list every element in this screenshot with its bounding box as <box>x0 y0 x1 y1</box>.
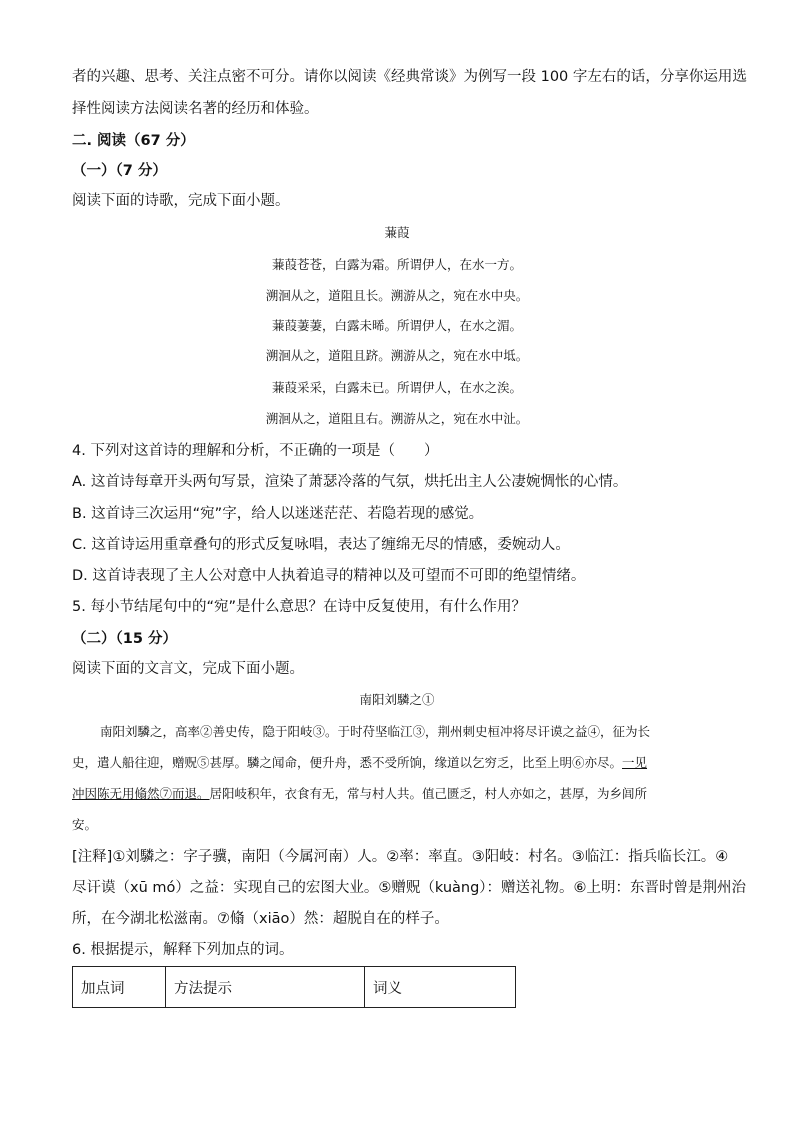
table-header-row <box>73 967 516 1008</box>
notes-line: [注释]①刘驎之：字子骥，南阳（今属河南）人。②率：率直。③阳岐：村名。③临江：指兵临长江。④ <box>72 849 729 865</box>
vocab-table <box>72 966 516 1008</box>
classical-text-line: 史，遣人船往迎，赠贶⑤甚厚。驎之闻命，便升舟，悉不受所饷，缘道以乞穷乏，比至上明⑥亦尽。 <box>72 755 623 770</box>
poem-line: 蒹葭萋萋，白露未晞。所谓伊人，在水之湄。 <box>271 318 522 333</box>
part1-instruction: 阅读下面的诗歌，完成下面小题。 <box>72 193 290 209</box>
table-header-cell: 方法提示 <box>166 967 365 1008</box>
underlined-phrase: 冲因陈无用翛然⑦而退。 <box>72 786 210 801</box>
part2-title: （二）（15 分） <box>72 631 177 647</box>
table-header-cell: 加点词 <box>73 967 166 1008</box>
poem-line: 溯洄从之，道阻且长。溯游从之，宛在水中央。 <box>265 288 529 303</box>
classical-text <box>72 716 718 840</box>
intro-line-1: 者的兴趣、思考、关注点密不可分。请你以阅读《经典常谈》为例写一段 100 字左右的话，分享你运用选 <box>72 69 747 85</box>
poem-line: 溯洄从之，道阻且跻。溯游从之，宛在水中坻。 <box>265 348 529 363</box>
notes-line: 所，在今湖北松滋南。⑦翛（xiāo）然：超脱自在的样子。 <box>72 911 449 927</box>
question-5: 5. 每小节结尾句中的“宛”是什么意思？在诗中反复使用，有什么作用？ <box>72 599 526 615</box>
poem-line: 蒹葭采采，白露未已。所谓伊人，在水之涘。 <box>271 380 522 395</box>
notes-line: 尽讦谟（xū mó）之益：实现自己的宏图大业。⑤赠贶（kuàng）：赠送礼物。⑥上明：东晋时曾是荆州治 <box>72 880 747 896</box>
question-4-option-d: D. 这首诗表现了主人公对意中人执着追寻的精神以及可望而不可即的绝望情绪。 <box>72 568 586 584</box>
poem-line: 溯洄从之，道阻且右。溯游从之，宛在水中沚。 <box>265 411 529 426</box>
question-4-option-b: B. 这首诗三次运用“宛”字，给人以迷迷茫茫、若隐若现的感觉。 <box>72 506 484 522</box>
classical-text-line: 南阳刘驎之，高率②善史传，隐于阳岐③。于时苻坚临江③，荆州刺史桓冲将尽讦谟之益④，征为长 <box>100 724 651 739</box>
poem-line: 蒹葭苍苍，白露为霜。所谓伊人，在水一方。 <box>271 257 522 272</box>
part1-title: （一）（7 分） <box>72 163 167 179</box>
table-header-cell: 词义 <box>365 967 516 1008</box>
question-4-option-a: A. 这首诗每章开头两句写景，渲染了萧瑟冷落的气氛，烘托出主人公凄婉惆怅的心情。 <box>72 474 628 490</box>
underlined-phrase: 一见 <box>622 755 648 770</box>
question-4-stem: 4. 下列对这首诗的理解和分析，不正确的一项是（ ） <box>72 443 439 459</box>
poem-title: 蒹葭 <box>384 225 410 240</box>
question-6: 6. 根据提示，解释下列加点的词。 <box>72 942 294 958</box>
classical-text-line: 安。 <box>72 817 98 832</box>
part2-instruction: 阅读下面的文言文，完成下面小题。 <box>72 661 304 677</box>
classical-text-title: 南阳刘驎之① <box>359 692 435 707</box>
classical-text-line: 居阳岐积年，衣食有无，常与村人共。值己匮乏，村人亦如之，甚厚，为乡闾所 <box>209 786 648 801</box>
intro-line-2: 择性阅读方法阅读名著的经历和体验。 <box>72 101 319 117</box>
question-4-option-c: C. 这首诗运用重章叠句的形式反复咏唱，表达了缠绵无尽的情感，委婉动人。 <box>72 537 570 553</box>
section-title: 二. 阅读（67 分） <box>72 133 195 149</box>
